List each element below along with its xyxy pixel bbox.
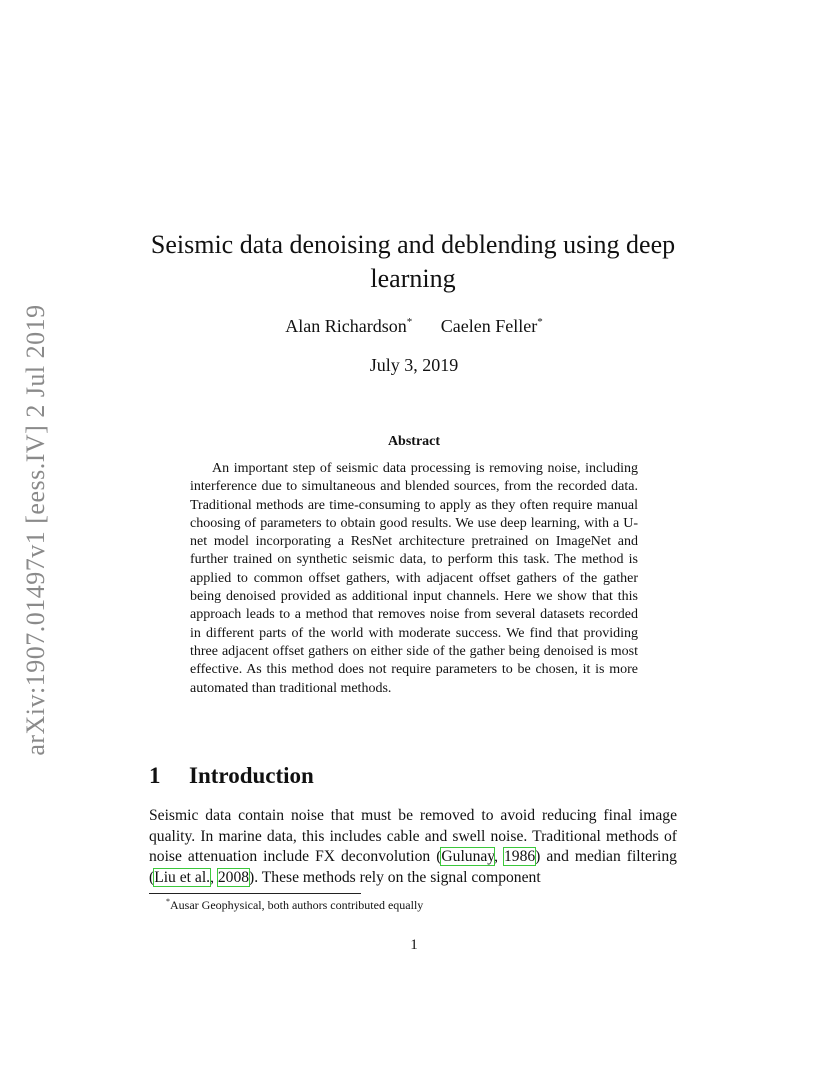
citation-separator-1: , (494, 848, 504, 865)
paper-title: Seismic data denoising and deblending using deep learning (150, 230, 676, 293)
footnote (166, 898, 423, 913)
intro-text-part-3: ). These methods rely on the signal component (249, 868, 541, 886)
section-heading (149, 763, 314, 789)
arxiv-identifier: arXiv:1907.01497v1 [eess.IV] 2 Jul 2019 (21, 304, 50, 756)
page-number: 1 (410, 937, 418, 953)
citation-gulunay-author-link[interactable]: Gulunay (441, 848, 495, 865)
author-2-footnote-mark: * (537, 316, 543, 328)
author-1-footnote-mark: * (406, 316, 413, 328)
intro-text-part-1: Seismic data contain noise that must be removed to avoid reducing final image quality. In marine data, this includes cable and swell noise. Traditional methods of noise attenuation include FX deconvolution ( (149, 807, 677, 865)
abstract-heading: Abstract (387, 434, 441, 449)
section-number: 1 (149, 763, 161, 788)
citation-gulunay-year-link[interactable]: 1986 (503, 848, 536, 865)
introduction-paragraph (149, 806, 677, 888)
paper-date: July 3, 2019 (369, 355, 459, 375)
author-1 (285, 316, 412, 337)
abstract-body: An important step of seismic data processing is removing noise, including interference due to simultaneous and blended sources, from the recorded data. Traditional methods are time-consuming to apply as they often require manual choosing of parameters to obtain good results. We use deep learning, with a U-net model incorporating a ResNet architecture pretrained on ImageNet and further trained on synthetic seismic data, to perform this task. The method is applied to common offset gathers, with adjacent offset gathers of the gather being denoised provided as additional input channels. Here we show that this approach leads to a method that removes noise from several datasets recorded in different parts of the world with moderate success. We find that providing three adjacent offset gathers on either side of the gather being denoised is most effective. As this method does not require parameters to be chosen, it is more automated than traditional methods. (190, 461, 638, 696)
intro-text-part-2: ) and median filtering ( (149, 848, 677, 886)
author-2 (441, 316, 543, 337)
footnote-divider (149, 893, 361, 894)
author-2-name: Caelen Feller (440, 316, 538, 336)
section-title: Introduction (189, 763, 314, 788)
footnote-text: Ausar Geophysical, both authors contributed equally (170, 898, 424, 912)
footnote-mark: * (166, 897, 170, 906)
author-1-name: Alan Richardson (285, 316, 407, 336)
citation-liu-year-link[interactable]: 2008 (217, 868, 250, 886)
citation-separator-2: , (210, 868, 218, 886)
author-list (0, 316, 828, 337)
citation-liu-author-link[interactable]: Liu et al. (154, 868, 211, 886)
